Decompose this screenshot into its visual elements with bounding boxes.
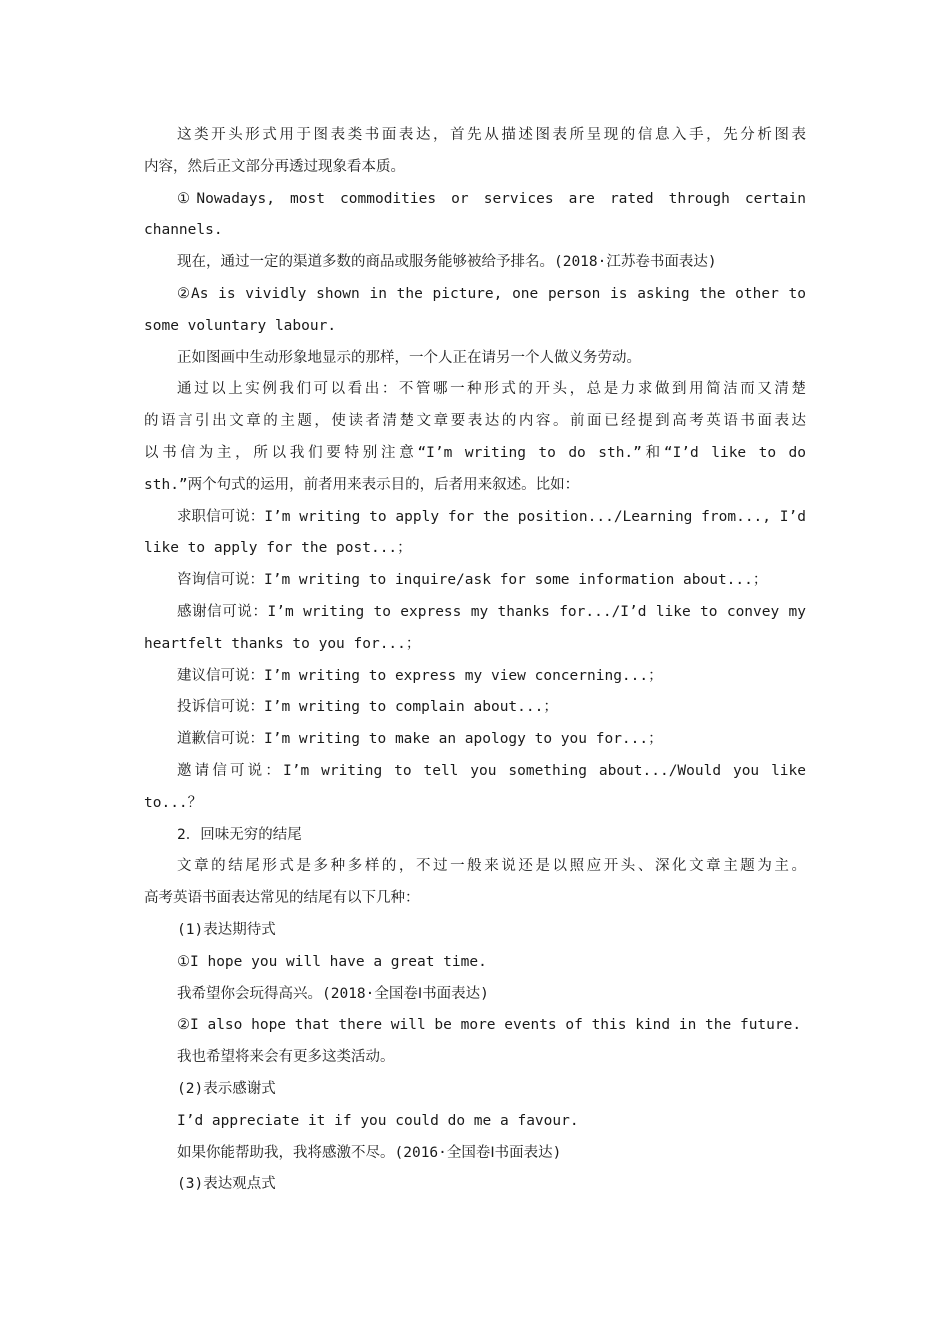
paragraph-line: 感谢信可说：I’m writing to express my thanks for.../I’d like to convey my [177, 603, 806, 620]
paragraph-line: 邀请信可说：I’m writing to tell you something about.../Would you like [177, 762, 806, 779]
example-sentence: I’d appreciate it if you could do me a favour. [177, 1112, 579, 1129]
paragraph-line: 通过以上实例我们可以看出：不管哪一种形式的开头，总是力求做到用简洁而又清楚 [177, 381, 806, 398]
paragraph-line: some voluntary labour. [144, 317, 337, 334]
paragraph-line: heartfelt thanks to you for...； [144, 635, 421, 652]
paragraph-line: 的语言引出文章的主题，使读者清楚文章要表达的内容。前面已经提到高考英语书面表达 [144, 413, 806, 430]
paragraph-line: 高考英语书面表达常见的结尾有以下几种： [144, 890, 420, 907]
paragraph-line: ②As is vividly shown in the picture, one person is asking the other to [177, 285, 806, 302]
example-sentence: ②I also hope that there will be more events of this kind in the future. [177, 1017, 802, 1034]
paragraph-line: 现在，通过一定的渠道多数的商品或服务能够被给予排名。(2018·江苏卷书面表达) [177, 254, 717, 271]
document-body [144, 120, 806, 1201]
paragraph-line: 投诉信可说：I’m writing to complain about...； [177, 699, 558, 716]
subsection-heading: (1)表达期待式 [177, 921, 276, 938]
paragraph-line: 以书信为主，所以我们要特别注意“I’m writing to do sth.”和“I’d like to do [144, 444, 806, 461]
subsection-heading: (2)表示感谢式 [177, 1080, 276, 1097]
subsection-heading: (3)表达观点式 [177, 1176, 276, 1193]
example-sentence: ①I hope you will have a great time. [177, 953, 487, 970]
paragraph-line: 文章的结尾形式是多种多样的，不过一般来说还是以照应开头、深化文章主题为主。 [177, 858, 806, 875]
paragraph-line: 咨询信可说：I’m writing to inquire/ask for some information about...； [177, 572, 768, 589]
paragraph-line: channels. [144, 222, 223, 239]
paragraph-line: 建议信可说：I’m writing to express my view concerning...； [177, 667, 663, 684]
paragraph-line: 这类开头形式用于图表类书面表达，首先从描述图表所呈现的信息入手，先分析图表 [177, 127, 806, 143]
paragraph-line: like to apply for the post...； [144, 540, 412, 557]
paragraph-line: 正如图画中生动形象地显示的那样，一个人正在请另一个人做义务劳动。 [177, 349, 641, 366]
paragraph-line: sth.”两个句式的运用，前者用来表示目的，后者用来叙述。比如： [144, 476, 580, 493]
paragraph-line: 求职信可说：I’m writing to apply for the position.../Learning from..., I’d [177, 508, 806, 525]
paragraph-line: 道歉信可说：I’m writing to make an apology to you for...； [177, 731, 663, 748]
section-heading: 2．回味无穷的结尾 [177, 826, 302, 843]
paragraph-line: 内容，然后正文部分再透过现象看本质。 [144, 158, 405, 175]
example-translation: 我希望你会玩得高兴。(2018·全国卷Ⅰ书面表达) [177, 985, 489, 1002]
example-translation: 我也希望将来会有更多这类活动。 [177, 1049, 395, 1066]
paragraph-line: ①Nowadays, most commodities or services are rated through certain [177, 190, 806, 207]
example-translation: 如果你能帮助我，我将感激不尽。(2016·全国卷Ⅰ书面表达) [177, 1144, 562, 1161]
paragraph-line: to...？ [144, 794, 203, 811]
